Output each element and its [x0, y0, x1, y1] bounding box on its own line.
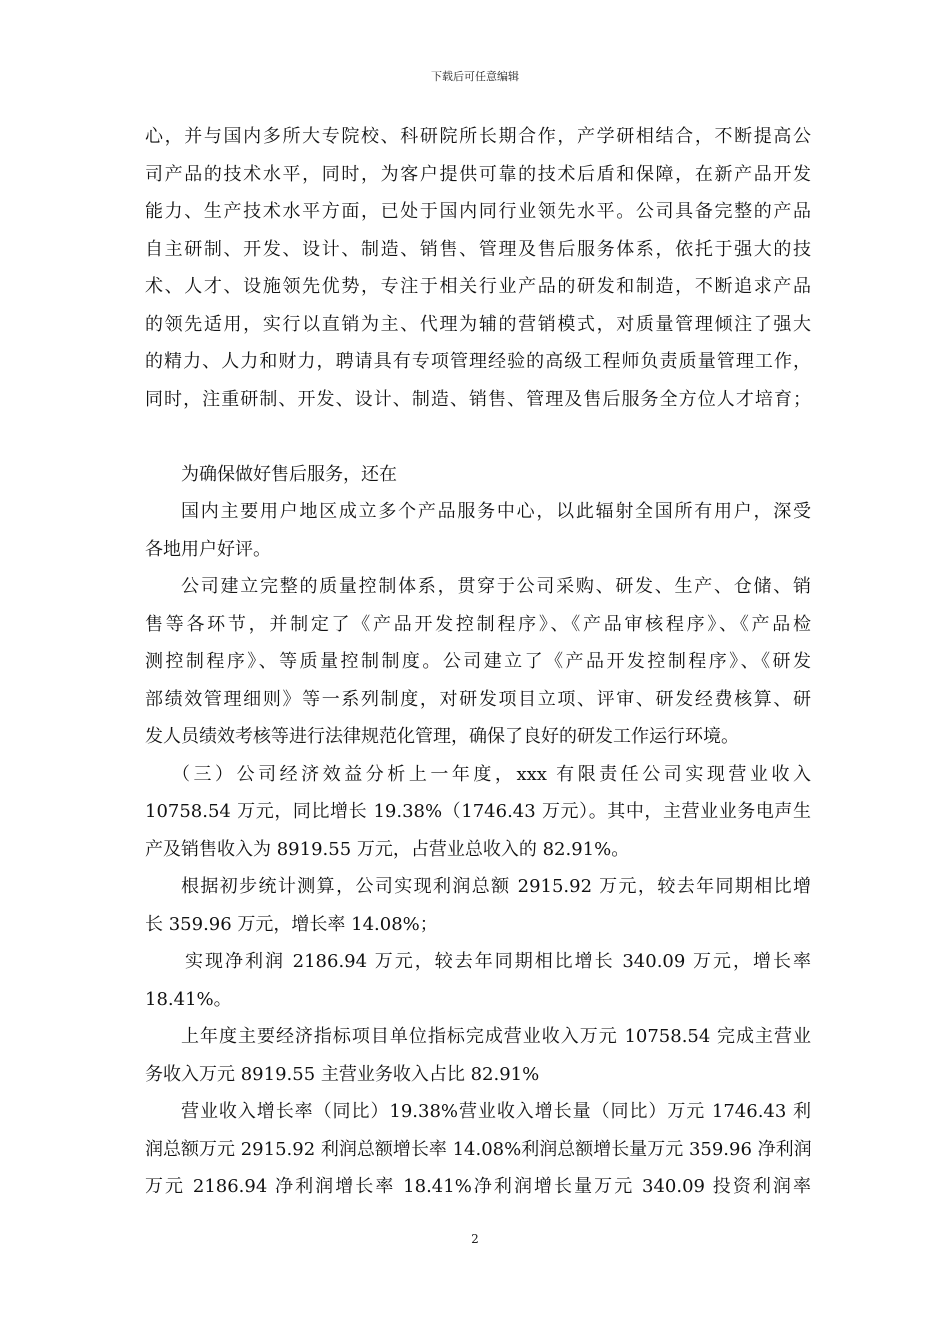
text-line: 心，并与国内多所大专院校、科研院所长期合作，产学研相结合，不断提高公: [145, 126, 811, 147]
paragraph-gap: [145, 418, 811, 456]
text-line: 万元 2186.94 净利润增长率 18.41%净利润增长量万元 340.09 投资利润率: [145, 1176, 811, 1197]
text-line: 司产品的技术水平，同时，为客户提供可靠的技术后盾和保障，在新产品开发: [145, 163, 811, 185]
text-line: 产及销售收入为 8919.55 万元，占营业总收入的 82.91%。: [145, 838, 630, 860]
text-line: 的精力、人力和财力，聘请具有专项管理经验的高级工程师负责质量管理工作，: [145, 351, 811, 372]
text-line: 实现净利润 2186.94 万元，较去年同期相比增长 340.09 万元，增长率: [185, 951, 811, 972]
text-line: 自主研制、开发、设计、制造、销售、管理及售后服务体系，依托于强大的技: [145, 238, 811, 260]
text-line: 长 359.96 万元，增长率 14.08%；: [145, 913, 438, 935]
text-line: 术、人才、设施领先优势，专注于相关行业产品的研发和制造，不断追求产品: [145, 276, 811, 297]
text-line: 各地用户好评。: [145, 538, 271, 560]
document-body: [145, 118, 811, 1206]
text-line: 10758.54 万元，同比增长 19.38%（1746.43 万元）。其中，主营业业务电声生: [145, 801, 811, 822]
text-line: 18.41%。: [145, 988, 232, 1010]
text-line: 同时，注重研制、开发、设计、制造、销售、管理及售后服务全方位人才培育；: [145, 388, 811, 410]
text-line: 的领先适用，实行以直销为主、代理为辅的营销模式，对质量管理倾注了强大: [145, 313, 811, 335]
text-line: 国内主要用户地区成立多个产品服务中心，以此辐射全国所有用户，深受: [181, 501, 811, 522]
text-line: 部绩效管理细则》等一系列制度，对研发项目立项、评审、研发经费核算、研: [145, 688, 811, 710]
text-line: 为确保做好售后服务，还在: [181, 463, 397, 485]
text-line: 润总额万元 2915.92 利润总额增长率 14.08%利润总额增长量万元 359.96 净利润: [145, 1138, 812, 1160]
text-line: 营业收入增长率（同比）19.38%营业收入增长量（同比）万元 1746.43 利: [181, 1101, 811, 1122]
page-header: 下载后可任意编辑: [431, 70, 519, 83]
text-line: 测控制程序》、等质量控制制度。公司建立了《产品开发控制程序》、《研发: [145, 651, 811, 672]
text-line: 上年度主要经济指标项目单位指标完成营业收入万元 10758.54 完成主营业: [181, 1026, 811, 1047]
text-line: 公司建立完整的质量控制体系，贯穿于公司采购、研发、生产、仓储、销: [181, 576, 811, 597]
text-line: 根据初步统计测算，公司实现利润总额 2915.92 万元，较去年同期相比增: [181, 876, 811, 897]
text-line: 能力、生产技术水平方面，已处于国内同行业领先水平。公司具备完整的产品: [145, 201, 811, 222]
text-line: （三）公司经济效益分析上一年度，xxx 有限责任公司实现营业收入: [172, 763, 811, 785]
text-line: 售等各环节，并制定了《产品开发控制程序》、《产品审核程序》、《产品检: [145, 613, 811, 635]
page-number: 2: [471, 1232, 479, 1246]
text-line: 务收入万元 8919.55 主营业务收入占比 82.91%: [145, 1063, 540, 1085]
text-line: 发人员绩效考核等进行法律规范化管理，确保了良好的研发工作运行环境。: [145, 726, 739, 747]
